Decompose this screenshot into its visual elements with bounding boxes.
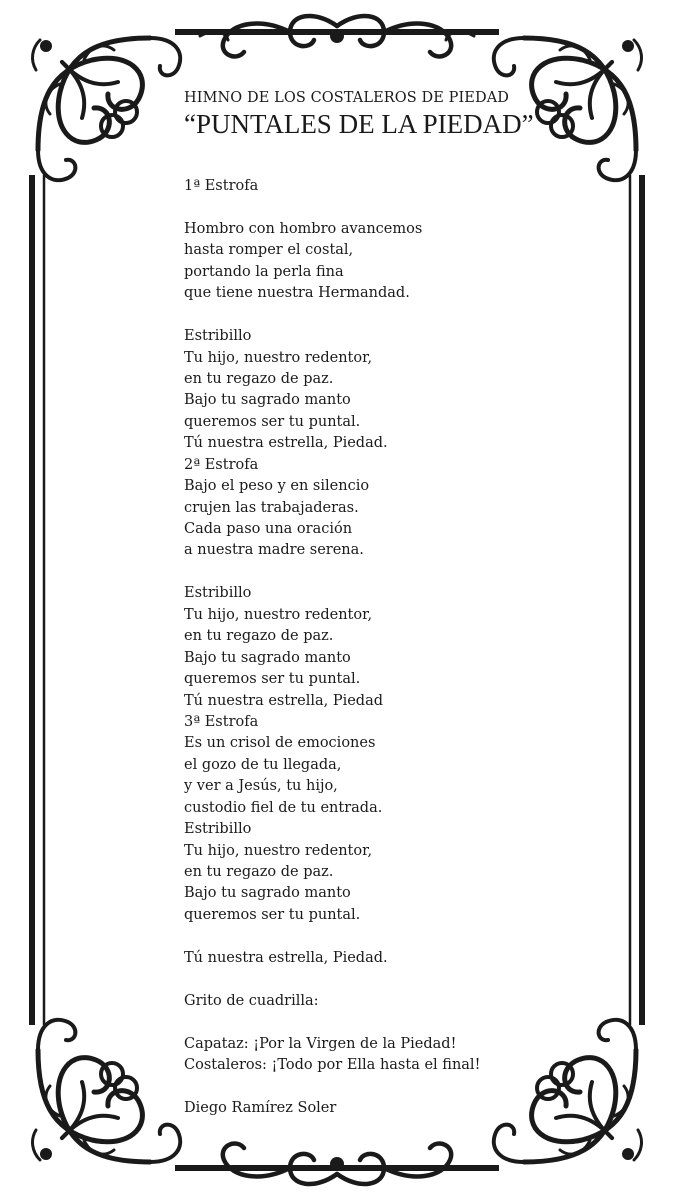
lyric-line: en tu regazo de paz. <box>184 864 334 880</box>
grito-heading: Grito de cuadrilla: <box>184 992 319 1009</box>
lyric-line: crujen las trabajaderas. <box>184 499 359 516</box>
lyric-line: Bajo el peso y en silencio <box>184 478 370 495</box>
author-name: Diego Ramírez Soler <box>184 1099 337 1116</box>
corner-ornament-bottom-left <box>33 1020 181 1162</box>
document-title: “PUNTALES DE LA PIEDAD” <box>184 109 534 139</box>
stanza-3-heading: 3ª Estrofa <box>184 713 259 730</box>
stanza-2-heading: 2ª Estrofa <box>184 456 259 473</box>
chorus-heading: Estribillo <box>184 821 252 838</box>
lyric-line: que tiene nuestra Hermandad. <box>184 285 410 302</box>
lyric-line: Hombro con hombro avancemos <box>184 220 423 237</box>
top-center-ornament <box>200 16 474 56</box>
corner-ornament-top-left <box>33 38 181 180</box>
hymn-document <box>184 88 544 1116</box>
lyric-line: a nuestra madre serena. <box>184 542 364 559</box>
lyric-line: en tu regazo de paz. <box>184 628 334 645</box>
stanza-1-heading: 1ª Estrofa <box>184 178 259 194</box>
lyric-line: Bajo tu sagrado manto <box>184 885 351 902</box>
lyric-line: Es un crisol de emociones <box>184 735 376 752</box>
closing-line: Tú nuestra estrella, Piedad. <box>184 949 388 966</box>
lyric-line: hasta romper el costal, <box>184 242 354 259</box>
lyric-line: y ver a Jesús, tu hijo, <box>184 778 338 795</box>
lyrics-body <box>184 176 480 1119</box>
lyric-line: queremos ser tu puntal. <box>184 906 361 923</box>
lyric-line: queremos ser tu puntal. <box>184 671 361 688</box>
document-subtitle: HIMNO DE LOS COSTALEROS DE PIEDAD <box>184 90 510 106</box>
lyric-line: Cada paso una oración <box>184 521 353 537</box>
chorus-heading: Estribillo <box>184 585 252 602</box>
lyric-line: Tu hijo, nuestro redentor, <box>184 842 373 859</box>
lyric-line: Tu hijo, nuestro redentor, <box>184 606 373 623</box>
lyric-line: el gozo de tu llegada, <box>184 756 342 773</box>
lyric-line: Tú nuestra estrella, Piedad <box>184 692 384 709</box>
lyric-line: Tu hijo, nuestro redentor, <box>184 349 373 366</box>
lyric-line: en tu regazo de paz. <box>184 370 334 387</box>
lyric-line: portando la perla fina <box>184 263 344 280</box>
lyric-line: custodio fiel de tu entrada. <box>184 799 383 816</box>
costaleros-line: Costaleros: ¡Todo por Ella hasta el final! <box>184 1056 481 1073</box>
chorus-heading: Estribillo <box>184 328 252 345</box>
lyric-line: Bajo tu sagrado manto <box>184 392 351 409</box>
bottom-center-ornament <box>223 1144 451 1184</box>
lyric-line: Tú nuestra estrella, Piedad. <box>184 435 388 452</box>
lyric-line: queremos ser tu puntal. <box>184 413 361 430</box>
corner-ornament-bottom-right <box>494 1020 642 1162</box>
capataz-line: Capataz: ¡Por la Virgen de la Piedad! <box>184 1035 457 1052</box>
lyric-line: Bajo tu sagrado manto <box>184 649 351 666</box>
